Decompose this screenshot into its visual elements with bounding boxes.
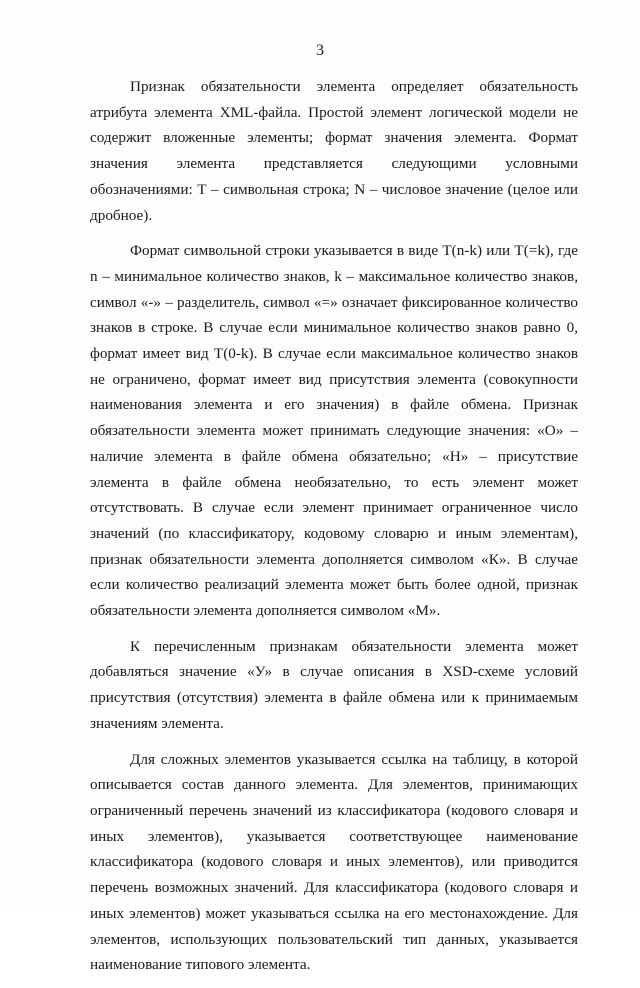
paragraph-conditional-value: К перечисленным признакам обязательности элемента может добавляться значение «У» в случае описания в XSD-схеме условий присутствия (отсутствия) элемента в файле обмена или к принимаемым значениям элемента. xyxy=(90,637,578,732)
page-number: 3 xyxy=(316,42,324,59)
paragraph-complex-elements: Для сложных элементов указывается ссылка на таблицу, в которой описывается состав данного элемента. Для элементов, принимающих ограниченный перечень значений из классификатора (кодового словаря и иных элементов), указывается соответствующее наименование классификатора (кодового словаря и иных элементов), или приводится перечень возможных значений. Для классификатора (кодового словаря и иных элементов) может указываться ссылка на его местонахождение. Для элементов, использующих пользовательский тип данных, указывается наименование типового элемента. xyxy=(90,750,578,974)
body-text xyxy=(90,74,578,988)
paragraph-string-format: Формат символьной строки указывается в виде Т(n-k) или Т(=k), где n – минимальное количество знаков, k – максимальное количество знаков, символ «-» – разделитель, символ «=» означает фиксированное количество знаков в строке. В случае если минимальное количество знаков равно 0, формат имеет вид Т(0-k). В случае если максимальное количество знаков не ограничено, формат имеет вид присутствия элемента (совокупности наименования элемента и его значения) в файле обмена. Признак обязательности элемента может принимать следующие значения: «О» – наличие элемента в файле обмена обязательно; «Н» – присутствие элемента в файле обмена необязательно, то есть элемент может отсутствовать. В случае если элемент принимает ограниченное число значений (по классификатору, кодовому словарю и иным элементам), признак обязательности элемента дополняется символом «К». В случае если количество реализаций элемента может быть более одной, признак обязательности элемента дополняется символом «М». xyxy=(90,242,578,620)
paragraph-mandatory-attribute: Признак обязательности элемента определяет обязательность атрибута элемента XML-файла. Простой элемент логической модели не содержит вложенные элементы; формат значения элемента. Формат значения элемента представляется следующими условными обозначениями: Т – символьная строка; N – числовое значение (целое или дробное). xyxy=(90,78,578,224)
